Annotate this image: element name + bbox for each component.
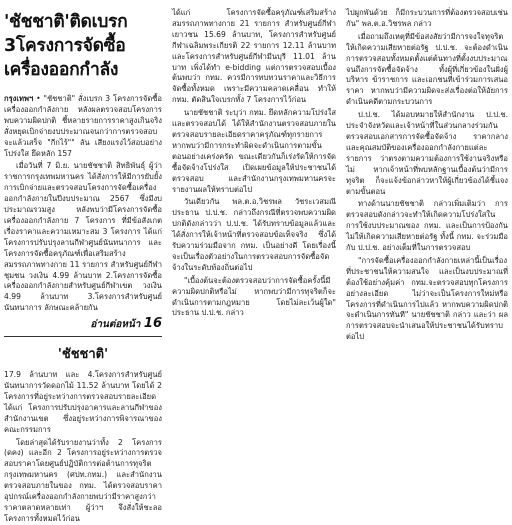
article-paragraph: วันเดียวกัน พล.ต.อ.วิชรพล วัชระเวสมณี ประธาน ป.ป.ช. กล่าวถึงกรณีที่ตรวจพบความผิดปกติดังกล่าวว่า ป.ป.ช. ได้รับทราบข้อมูลแล้วและได้สั่งการให้เจ้าหน้าที่ตรวจสอบข้อเท็จจริง ซึ่งได้รับความร่วมมือจาก กทม. เป็นอย่างดี โดยเรื่องนี้จะเป็นเรื่องตัวอย่างในการตรวจสอบการจัดซื้อจัดจ้างในระดับท้องถิ่นต่อไป: [172, 197, 336, 272]
continuation-paragraph: โดยล่าสุดได้รับรายงานว่าทั้ง 2 โครงการ (ดคง) และอีก 2 โครงการอยู่ระหว่างการตรวจสอบราคาโดยศูนย์ปฏิบัติการต่อต้านการทุจริตกรุงเทพมหานคร (ศปท.กทม.) และสำนักงานตรวจสอบภายในของ กทม. ได้ตรวจสอบราคาอุปกรณ์เครื่องออกกำลังกายพบว่ามีราคาสูงกว่าราคาตลาดหลายเท่า ผู้ว่าฯ จึงสั่งให้ชะลอโครงการทั้งหมดไว้ก่อน: [4, 437, 162, 523]
continuation-paragraph: 17.9 ล้านบาท และ 4.โครงการสำหรับศูนย์นันทนาการวัดดอกไม้ 11.52 ล้านบาท โดยได้ 2 โครงการที่อยู่ระหว่างการตรวจสอบรายละเอียด ได้แก่ โครงการปรับปรุงอาคารและลานกีฬาของสำนักงานเขต ซึ่งอยู่ระหว่างการพิจารณาของคณะกรรมการ: [4, 370, 162, 434]
headline-line-3: เครื่องออกกำลัง: [4, 60, 119, 80]
article-paragraph: "เบื้องต้นจะต้องตรวจสอบว่าการจัดซื้อครั้งนี้มีความผิดปกติหรือไม่ หากพบว่ามีการทุจริตก็จะดำเนินการตามกฎหมาย โดยไม่ละเว้นผู้ใด" ประธาน ป.ป.ช. กล่าว: [172, 275, 336, 318]
lead-text: • "ชัชชาติ" สั่งเบรก 3 โครงการจัดซื้อเครื่องออกกำลังกาย หลังผลตรวจสอบโครงการพบความผิดปกติ ชี้หลายรายการราคาสูงเกินจริง สั่งหยุดเบิกจ่ายงบประมาณจนกว่าการตรวจสอบจะแล้วเสร็จ "กีกไร้"" ลัน เสียงแรงไว้สอบอย่างโปร่งใส ยึดหลัก 157: [4, 94, 162, 158]
continued-label: อ่านต่อหน้า: [90, 319, 141, 331]
article-paragraph: "การจัดซื้อเครื่องออกกำลังกายเหล่านี้เป็นเรื่องที่ประชาชนให้ความสนใจ และเป็นงบประมาณที่ต้องใช้อย่างคุ้มค่า กทม.จะตรวจสอบทุกโครงการอย่างละเอียด ไม่ว่าจะเป็นโครงการใหม่หรือโครงการที่ดำเนินการไปแล้ว หากพบความผิดปกติจะดำเนินการทันที" นายชัชชาติ กล่าว และว่า ผลการตรวจสอบจะนำเสนอให้ประชาชนได้รับทราบต่อไป: [346, 255, 508, 342]
article-paragraph: ป.ป.ช. ได้มอบหมายให้สำนักงาน ป.ป.ช. ประจำจังหวัดและเจ้าหน้าที่ในส่วนกลางร่วมกันตรวจสอบเอกสารการจัดซื้อจัดจ้าง ราคากลาง และคุณสมบัติของเครื่องออกกำลังกายแต่ละรายการ ว่าตรงตามความต้องการใช้งานจริงหรือไม่ หากเจ้าหน้าที่พบหลักฐานเบื้องต้นว่ามีการทุจริต ก็จะแจ้งข้อกล่าวหาให้ผู้เกี่ยวข้องได้ชี้แจงตามขั้นตอน: [346, 110, 508, 196]
column-middle: [172, 0, 336, 512]
article-paragraph: ได้แก่ โครงการจัดซื้อครุภัณฑ์เสริมสร้างสมรรถภาพทางกาย 21 รายการ สำหรับศูนย์กีฬาเยาวชน 15.69 ล้านบาท, โครงการสำหรับศูนย์กีฬาเฉลิมพระเกียรติ 22 รายการ 12.11 ล้านบาท และโครงการสำหรับศูนย์กีฬามีนบุรี 11.01 ล้านบาท เพิ่งได้ทำ e-bidding แต่การตรวจสอบเบื้องต้นพบว่า กทม. ควรมีการทบทวนราคาและวิธีการจัดซื้อทั้งหมด เพราะมีความคลาดเคลื่อน ทำให้ กทม. ตัดสินใจเบรกทั้ง 7 โครงการไว้ก่อน: [172, 8, 336, 105]
continued-on-page: [4, 316, 162, 332]
dateline: กรุงเทพฯ: [4, 94, 34, 103]
article-paragraph: เมื่อถามถึงเหตุที่มีข้อสงสัยว่ามีการจงใจทุจริตให้เกิดความเสียหายต่อรัฐ ป.ป.ช. จะต้องดำเนินการตรวจสอบทั้งหมดตั้งแต่ต้นทางที่ตั้งงบประมาณ จนถึงการจัดซื้อจัดจ้าง ทั้งผู้ที่เกี่ยวข้องในฝั่งผู้บริหาร ข้าราชการ และเอกชนที่เข้าร่วมการเสนอราคา หากพบว่ามีความผิดจะส่งเรื่องต่อให้อัยการดำเนินคดีตามกระบวนการ: [346, 31, 508, 107]
lead-paragraph: [4, 94, 162, 159]
article-paragraph: ทางด้านนายชัชชาติ กล่าวเพิ่มเติมว่า การตรวจสอบดังกล่าวจะทำให้เกิดความโปร่งใสในการใช้งบประมาณของ กทม. และเป็นการป้องกันไม่ให้เกิดความเสียหายต่อรัฐ ทั้งนี้ กทม. จะร่วมมือกับ ป.ป.ช. อย่างเต็มที่ในการตรวจสอบ: [346, 199, 508, 253]
headline-line-1: 'ชัชชาติ'ติดเบรก: [4, 12, 128, 32]
article-paragraph: นายชัชชาติ ระบุว่า กทม. ยึดหลักความโปร่งใสและตรวจสอบได้ ได้ให้สำนักงานตรวจสอบภายในตรวจสอบรายละเอียดราคาครุภัณฑ์ทุกรายการ หากพบว่ามีการกระทำผิดจะดำเนินการตามขั้นตอนอย่างเคร่งครัด ขณะเดียวกันก็เร่งรัดให้การจัดซื้อจัดจ้างโปร่งใส เปิดเผยข้อมูลให้ประชาชนได้ตรวจสอบ และสำนักงานกรุงเทพมหานครจะรายงานผลให้ทราบต่อไป: [172, 108, 336, 194]
article-paragraph: ไปผูกพันด้วย ก็มีกระบวนการที่ต้องตรวจสอบเช่นกัน" พล.ต.อ.วิชรพล กล่าว: [346, 8, 508, 28]
section-divider: [4, 336, 162, 337]
column-right: [346, 0, 508, 512]
column-left: [4, 0, 162, 523]
headline-line-2: 3โครงการจัดซื้อ: [4, 36, 126, 56]
continuation-section-title: 'ชัชชาติ': [57, 347, 109, 363]
headline: [4, 10, 162, 82]
article-paragraph: เมื่อวันที่ 7 มิ.ย. นายชัชชาติ สิทธิพันธุ์ ผู้ว่าราชการกรุงเทพมหานคร ได้สั่งการให้มีการยับยั้งการเบิกจ่ายและตรวจสอบโครงการจัดซื้อเครื่องออกกำลังกายในปีงบประมาณ 2567 ซึ่งมีงบประมาณรวมสูง หลังพบว่ามีโครงการจัดซื้อเครื่องออกกำลังกาย 7 โครงการ ที่มีข้อสังเกตเรื่องราคาและความเหมาะสม 3 โครงการ ได้แก่ โครงการปรับปรุงลานกีฬาศูนย์นันทนาการ และโครงการจัดซื้อครุภัณฑ์เพื่อเสริมสร้างสมรรถภาพทางกาย 11 รายการ สำหรับศูนย์กีฬาชุมชน วงเงิน 4.99 ล้านบาท 2.โครงการจัดซื้อเครื่องออกกำลังกายสำหรับศูนย์กีฬาเขต วงเงิน 4.99 ล้านบาท 3.โครงการสำหรับศูนย์นันทนาการ ลักษณะคล้ายกัน: [4, 161, 162, 313]
continued-page-number: 16: [143, 316, 162, 332]
